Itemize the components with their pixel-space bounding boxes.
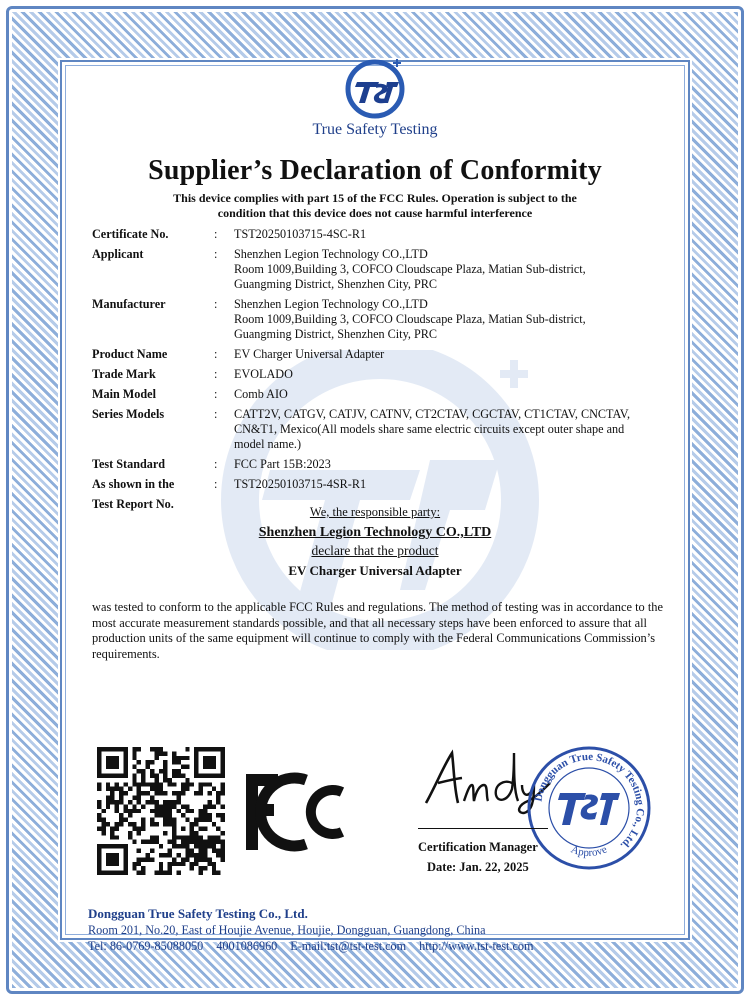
field-colon: :: [214, 477, 218, 491]
field-label: Applicant: [92, 247, 144, 261]
field-value-line: Shenzhen Legion Technology CO.,LTD: [234, 297, 428, 311]
field-manufacturer: [92, 297, 672, 342]
field-value: [234, 297, 672, 342]
field-colon: :: [214, 387, 218, 401]
field-value-line: CATT2V, CATGV, CATJV, CATNV, CT2CTAV, CGCTAV, CT1CTAV, CNCTAV,: [234, 407, 631, 421]
page-title: Supplier’s Declaration of Conformity: [148, 155, 602, 186]
field-product-name: [92, 347, 672, 362]
field-colon: :: [214, 407, 218, 421]
field-label: Certificate No.: [92, 227, 169, 241]
field-test-standard: [92, 457, 672, 472]
party-declare: declare that the product: [311, 543, 439, 558]
subtitle-line-1: This device complies with part 15 of the FCC Rules. Operation is subject to the: [173, 191, 577, 205]
field-label-line-2: Test Report No.: [92, 497, 174, 511]
field-value-line: Comb AIO: [234, 387, 288, 401]
field-value: [234, 407, 672, 452]
field-value-line: Guangming District, Shenzhen City, PRC: [234, 277, 438, 291]
field-colon: :: [214, 297, 218, 311]
footer-tel: Tel: 86-0769-85088050: [88, 939, 204, 953]
certificate-fields: [92, 227, 672, 517]
field-label: Manufacturer: [92, 297, 166, 311]
field-colon: :: [214, 457, 218, 471]
footer-phone: 4001086960: [216, 939, 278, 953]
party-intro: We, the responsible party:: [309, 505, 441, 519]
qr-code-icon: [97, 747, 225, 875]
stamp-approve-text: Approve: [569, 843, 609, 860]
field-value: [234, 227, 672, 242]
field-label-line-1: As shown in the: [92, 477, 175, 491]
footer-company: Dongguan True Safety Testing Co., Ltd.: [88, 906, 308, 921]
field-value-line: model name.): [234, 437, 302, 451]
field-main-model: [92, 387, 672, 402]
compliance-statement: was tested to conform to the applicable FCC Rules and regulations. The method of testing was in accordance to the most accurate measurement standards possible, and that all necessary steps have been enforced to assure that all production units of the same equipment will continue to comply with the Federal Communications Commission’s requirements.: [92, 600, 663, 661]
signatory-role: Certification Manager: [418, 840, 538, 854]
svg-text:Approve: [569, 843, 609, 859]
field-label: Product Name: [92, 347, 168, 361]
field-value-line: TST20250103715-4SR-R1: [234, 477, 367, 491]
tst-logo-icon: [343, 56, 407, 120]
field-label: Series Models: [92, 407, 165, 421]
field-value-line: Room 1009,Building 3, COFCO Cloudscape Plaza, Matian Sub-district,: [234, 312, 586, 326]
field-trade-mark: [92, 367, 672, 382]
stamp-tst-logo-icon: [558, 793, 620, 825]
approval-stamp: [524, 743, 654, 873]
field-label: Test Standard: [92, 457, 166, 471]
field-value-line: Guangming District, Shenzhen City, PRC: [234, 327, 438, 341]
field-value-line: Shenzhen Legion Technology CO.,LTD: [234, 247, 428, 261]
field-value: [234, 347, 672, 362]
footer-email-link[interactable]: E-mail:tst@tst-test.com: [290, 939, 407, 953]
field-series-models: [92, 407, 672, 452]
footer-website-link[interactable]: http://www.tst-test.com: [419, 939, 534, 953]
field-label: Main Model: [92, 387, 156, 401]
field-value: [234, 457, 672, 472]
field-colon: :: [214, 347, 218, 361]
field-value-line: CN&T1, Mexico(All models share same electric circuits except outer shape and: [234, 422, 625, 436]
subtitle-line-2: condition that this device does not cause harmful interference: [217, 206, 533, 220]
fcc-logo-icon: [244, 772, 350, 852]
field-applicant: [92, 247, 672, 292]
field-value-line: EVOLADO: [234, 367, 293, 381]
field-value: [234, 247, 672, 292]
party-product: EV Charger Universal Adapter: [288, 563, 462, 578]
fcc-compliance-subtitle: [130, 191, 620, 221]
footer-address: Room 201, No.20, East of Houjie Avenue, Houjie, Dongguan, Guangdong, China: [88, 923, 486, 937]
field-colon: :: [214, 227, 218, 241]
field-label: Trade Mark: [92, 367, 156, 381]
signature-line: [418, 828, 548, 829]
certificate-date: Date: Jan. 22, 2025: [427, 860, 529, 874]
stamp-ring-text: Dongguan True Safety Testing Co., Ltd.: [532, 750, 647, 852]
field-value-line: Room 1009,Building 3, COFCO Cloudscape Plaza, Matian Sub-district,: [234, 262, 586, 276]
field-value: [234, 387, 672, 402]
field-certificate-no: [92, 227, 672, 242]
field-value-line: FCC Part 15B:2023: [234, 457, 331, 471]
party-company: Shenzhen Legion Technology CO.,LTD: [258, 525, 492, 540]
field-value-line: TST20250103715-4SC-R1: [234, 227, 367, 241]
footer-contacts: [88, 938, 668, 954]
field-value-line: EV Charger Universal Adapter: [234, 347, 385, 361]
field-value: [234, 367, 672, 382]
footer: [88, 906, 668, 954]
field-colon: :: [214, 367, 218, 381]
field-colon: :: [214, 247, 218, 261]
brand-name: True Safety Testing: [312, 121, 438, 138]
